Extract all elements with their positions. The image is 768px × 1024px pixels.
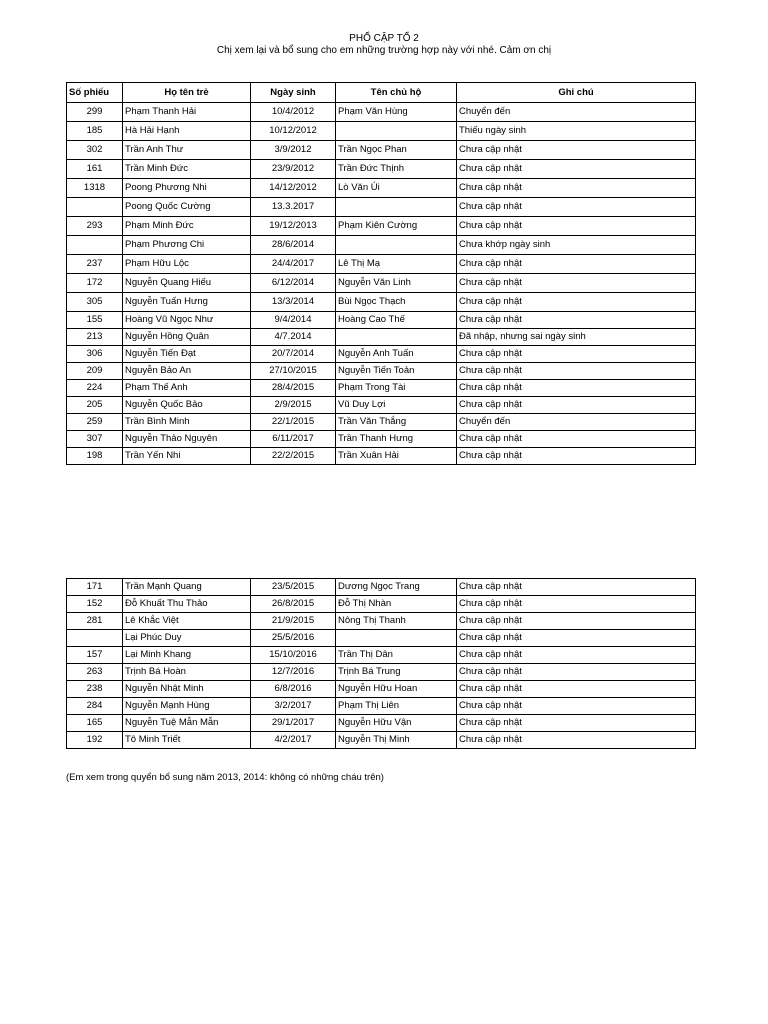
table-row: [67, 122, 696, 141]
cell-ghi-chu: Chưa cập nhật: [457, 698, 696, 715]
cell-ngay-sinh: 14/12/2012: [251, 179, 336, 198]
table-row: [67, 647, 696, 664]
cell-ho-ten-tre: Phạm Minh Đức: [123, 217, 251, 236]
cell-ten-chu-ho: Trần Văn Thắng: [336, 414, 457, 431]
footnote: (Em xem trong quyển bổ sung năm 2013, 2014: không có những cháu trên): [66, 772, 384, 783]
cell-ghi-chu: Chuyển đến: [457, 414, 696, 431]
cell-ghi-chu: Chưa cập nhật: [457, 715, 696, 732]
cell-ten-chu-ho: [336, 329, 457, 346]
cell-so-phieu: 1318: [67, 179, 123, 198]
table-row: [67, 579, 696, 596]
table-row: [67, 236, 696, 255]
cell-ho-ten-tre: Nguyễn Quang Hiếu: [123, 274, 251, 293]
cell-so-phieu: 198: [67, 448, 123, 465]
cell-ten-chu-ho: Trịnh Bá Trung: [336, 664, 457, 681]
header-ghi-chu: Ghi chú: [457, 83, 696, 103]
cell-ho-ten-tre: Hoàng Vũ Ngọc Như: [123, 312, 251, 329]
cell-ngay-sinh: 9/4/2014: [251, 312, 336, 329]
cell-ten-chu-ho: Vũ Duy Lợi: [336, 397, 457, 414]
cell-ngay-sinh: 15/10/2016: [251, 647, 336, 664]
cell-ho-ten-tre: Nguyễn Mạnh Hùng: [123, 698, 251, 715]
table-row: [67, 596, 696, 613]
cell-ho-ten-tre: Trần Mạnh Quang: [123, 579, 251, 596]
table-row: [67, 431, 696, 448]
cell-ho-ten-tre: Nguyễn Tuấn Hưng: [123, 293, 251, 312]
cell-ghi-chu: Chưa cập nhật: [457, 431, 696, 448]
cell-so-phieu: 307: [67, 431, 123, 448]
cell-ghi-chu: Chưa cập nhật: [457, 198, 696, 217]
cell-ho-ten-tre: Poong Quốc Cường: [123, 198, 251, 217]
table-row: [67, 312, 696, 329]
cell-ghi-chu: Chưa cập nhật: [457, 141, 696, 160]
cell-ho-ten-tre: Nguyễn Tiến Đạt: [123, 346, 251, 363]
cell-ho-ten-tre: Trịnh Bá Hoàn: [123, 664, 251, 681]
cell-ngay-sinh: 20/7/2014: [251, 346, 336, 363]
table-row: [67, 255, 696, 274]
cell-ghi-chu: Chưa cập nhật: [457, 664, 696, 681]
cell-ghi-chu: Chưa cập nhật: [457, 596, 696, 613]
table-row: [67, 217, 696, 236]
cell-ho-ten-tre: Nguyễn Quốc Bảo: [123, 397, 251, 414]
cell-so-phieu: [67, 630, 123, 647]
header-so-phieu: Số phiếu: [67, 83, 123, 103]
cell-ghi-chu: Chưa cập nhật: [457, 448, 696, 465]
cell-ten-chu-ho: Bùi Ngọc Thạch: [336, 293, 457, 312]
cell-ten-chu-ho: Nguyễn Thị Minh: [336, 732, 457, 749]
cell-ho-ten-tre: Trần Anh Thư: [123, 141, 251, 160]
cell-ngay-sinh: 10/12/2012: [251, 122, 336, 141]
cell-so-phieu: 161: [67, 160, 123, 179]
cell-ten-chu-ho: [336, 198, 457, 217]
table-row: [67, 329, 696, 346]
cell-ten-chu-ho: Nguyễn Văn Linh: [336, 274, 457, 293]
cell-ten-chu-ho: Nguyễn Tiến Toản: [336, 363, 457, 380]
cell-ghi-chu: Chưa cập nhật: [457, 363, 696, 380]
cell-ngay-sinh: 28/6/2014: [251, 236, 336, 255]
cell-ho-ten-tre: Lại Phúc Duy: [123, 630, 251, 647]
header-ngay-sinh: Ngày sinh: [251, 83, 336, 103]
cell-so-phieu: 224: [67, 380, 123, 397]
cell-ghi-chu: Đã nhập, nhưng sai ngày sinh: [457, 329, 696, 346]
cell-ngay-sinh: 10/4/2012: [251, 103, 336, 122]
table-row: [67, 346, 696, 363]
table-row: [67, 363, 696, 380]
table-row: [67, 179, 696, 198]
table-row: [67, 198, 696, 217]
cell-ghi-chu: Chưa cập nhật: [457, 613, 696, 630]
table-row: [67, 380, 696, 397]
cell-ho-ten-tre: Nguyễn Bảo An: [123, 363, 251, 380]
cell-ngay-sinh: 27/10/2015: [251, 363, 336, 380]
cell-so-phieu: 281: [67, 613, 123, 630]
cell-so-phieu: 205: [67, 397, 123, 414]
cell-ngay-sinh: 13/3/2014: [251, 293, 336, 312]
table-row: [67, 664, 696, 681]
cell-ngay-sinh: 13.3.2017: [251, 198, 336, 217]
cell-ghi-chu: Chưa cập nhật: [457, 579, 696, 596]
cell-ngay-sinh: 4/7.2014: [251, 329, 336, 346]
cell-ghi-chu: Chưa cập nhật: [457, 274, 696, 293]
cell-ghi-chu: Chưa cập nhật: [457, 380, 696, 397]
cell-ghi-chu: Chưa cập nhật: [457, 681, 696, 698]
cell-ghi-chu: Chưa cập nhật: [457, 179, 696, 198]
table-header-row: [67, 83, 696, 103]
cell-ngay-sinh: 6/11/2017: [251, 431, 336, 448]
cell-ngay-sinh: 22/2/2015: [251, 448, 336, 465]
cell-ngay-sinh: 2/9/2015: [251, 397, 336, 414]
cell-ten-chu-ho: Trần Ngọc Phan: [336, 141, 457, 160]
table-row: [67, 397, 696, 414]
cell-ten-chu-ho: Lê Thị Mạ: [336, 255, 457, 274]
cell-so-phieu: 165: [67, 715, 123, 732]
cell-so-phieu: 209: [67, 363, 123, 380]
cell-ghi-chu: Chuyển đến: [457, 103, 696, 122]
cell-ho-ten-tre: Lê Khắc Việt: [123, 613, 251, 630]
cell-ten-chu-ho: Lò Văn Úi: [336, 179, 457, 198]
cell-so-phieu: 171: [67, 579, 123, 596]
cell-ngay-sinh: 3/2/2017: [251, 698, 336, 715]
cell-so-phieu: 152: [67, 596, 123, 613]
cell-ghi-chu: Chưa cập nhật: [457, 397, 696, 414]
cell-ten-chu-ho: Nguyễn Anh Tuấn: [336, 346, 457, 363]
cell-ngay-sinh: 24/4/2017: [251, 255, 336, 274]
cell-ten-chu-ho: Phạm Văn Hùng: [336, 103, 457, 122]
cell-so-phieu: 305: [67, 293, 123, 312]
page-subtitle: Chị xem lại và bổ sung cho em những trường hợp này với nhé. Cảm ơn chị: [216, 45, 552, 56]
cell-so-phieu: 263: [67, 664, 123, 681]
cell-ngay-sinh: 23/5/2015: [251, 579, 336, 596]
table-row: [67, 293, 696, 312]
cell-so-phieu: [67, 198, 123, 217]
cell-ho-ten-tre: Nguyễn Tuệ Mẫn Mẫn: [123, 715, 251, 732]
children-table-1: [66, 82, 696, 465]
cell-so-phieu: 284: [67, 698, 123, 715]
cell-so-phieu: 172: [67, 274, 123, 293]
cell-ngay-sinh: 6/8/2016: [251, 681, 336, 698]
table-row: [67, 414, 696, 431]
cell-ten-chu-ho: Hoàng Cao Thế: [336, 312, 457, 329]
cell-ho-ten-tre: Phạm Thanh Hải: [123, 103, 251, 122]
cell-ngay-sinh: 22/1/2015: [251, 414, 336, 431]
table-row: [67, 103, 696, 122]
cell-ten-chu-ho: Phạm Trong Tài: [336, 380, 457, 397]
table-row: [67, 448, 696, 465]
cell-ten-chu-ho: Trần Xuân Hải: [336, 448, 457, 465]
cell-so-phieu: 237: [67, 255, 123, 274]
cell-ho-ten-tre: Phạm Thế Anh: [123, 380, 251, 397]
cell-ngay-sinh: 23/9/2012: [251, 160, 336, 179]
cell-ten-chu-ho: Nguyễn Hữu Vận: [336, 715, 457, 732]
cell-so-phieu: 299: [67, 103, 123, 122]
table-row: [67, 630, 696, 647]
cell-ten-chu-ho: [336, 236, 457, 255]
cell-ghi-chu: Chưa cập nhật: [457, 346, 696, 363]
table-row: [67, 715, 696, 732]
cell-so-phieu: 259: [67, 414, 123, 431]
header-ho-ten-tre: Họ tên trẻ: [123, 83, 251, 103]
header-ten-chu-ho: Tên chủ hộ: [336, 83, 457, 103]
cell-so-phieu: 293: [67, 217, 123, 236]
cell-so-phieu: 306: [67, 346, 123, 363]
cell-so-phieu: 157: [67, 647, 123, 664]
cell-ngay-sinh: 4/2/2017: [251, 732, 336, 749]
cell-so-phieu: 213: [67, 329, 123, 346]
cell-ghi-chu: Chưa cập nhật: [457, 732, 696, 749]
cell-ghi-chu: Thiếu ngày sinh: [457, 122, 696, 141]
cell-ho-ten-tre: Nguyễn Thảo Nguyên: [123, 431, 251, 448]
cell-ten-chu-ho: Nông Thị Thanh: [336, 613, 457, 630]
cell-ghi-chu: Chưa cập nhật: [457, 293, 696, 312]
cell-ho-ten-tre: Poong Phương Nhi: [123, 179, 251, 198]
cell-ten-chu-ho: [336, 630, 457, 647]
cell-ho-ten-tre: Trần Minh Đức: [123, 160, 251, 179]
cell-ngay-sinh: 25/5/2016: [251, 630, 336, 647]
cell-ho-ten-tre: Tô Minh Triết: [123, 732, 251, 749]
cell-ghi-chu: Chưa cập nhật: [457, 647, 696, 664]
table-row: [67, 274, 696, 293]
cell-ghi-chu: Chưa cập nhật: [457, 217, 696, 236]
table-row: [67, 732, 696, 749]
cell-ngay-sinh: 28/4/2015: [251, 380, 336, 397]
cell-ten-chu-ho: Trần Đức Thịnh: [336, 160, 457, 179]
cell-ten-chu-ho: Phạm Thị Liên: [336, 698, 457, 715]
cell-ho-ten-tre: Phạm Phương Chi: [123, 236, 251, 255]
cell-ghi-chu: Chưa cập nhật: [457, 255, 696, 274]
cell-so-phieu: 192: [67, 732, 123, 749]
cell-ten-chu-ho: Phạm Kiên Cường: [336, 217, 457, 236]
table-row: [67, 681, 696, 698]
table-row: [67, 141, 696, 160]
cell-so-phieu: 302: [67, 141, 123, 160]
cell-ghi-chu: Chưa cập nhật: [457, 312, 696, 329]
cell-ho-ten-tre: Nguyễn Hồng Quân: [123, 329, 251, 346]
cell-ho-ten-tre: Đỗ Khuất Thu Thảo: [123, 596, 251, 613]
cell-ten-chu-ho: [336, 122, 457, 141]
cell-so-phieu: 185: [67, 122, 123, 141]
cell-so-phieu: 238: [67, 681, 123, 698]
cell-ngay-sinh: 3/9/2012: [251, 141, 336, 160]
cell-so-phieu: 155: [67, 312, 123, 329]
cell-ho-ten-tre: Hà Hải Hạnh: [123, 122, 251, 141]
cell-ngay-sinh: 19/12/2013: [251, 217, 336, 236]
children-table-2: [66, 578, 696, 749]
cell-ten-chu-ho: Dương Ngọc Trang: [336, 579, 457, 596]
cell-ghi-chu: Chưa cập nhật: [457, 630, 696, 647]
cell-ten-chu-ho: Đỗ Thị Nhàn: [336, 596, 457, 613]
cell-ngay-sinh: 6/12/2014: [251, 274, 336, 293]
cell-ngay-sinh: 12/7/2016: [251, 664, 336, 681]
cell-ten-chu-ho: Nguyễn Hữu Hoan: [336, 681, 457, 698]
cell-ngay-sinh: 29/1/2017: [251, 715, 336, 732]
table-row: [67, 160, 696, 179]
table-row: [67, 698, 696, 715]
page-title: PHỔ CẬP TỔ 2: [349, 33, 419, 44]
cell-ghi-chu: Chưa khớp ngày sinh: [457, 236, 696, 255]
cell-so-phieu: [67, 236, 123, 255]
cell-ho-ten-tre: Trần Bình Minh: [123, 414, 251, 431]
cell-ho-ten-tre: Nguyễn Nhật Minh: [123, 681, 251, 698]
cell-ho-ten-tre: Trần Yến Nhi: [123, 448, 251, 465]
cell-ten-chu-ho: Trần Thị Dân: [336, 647, 457, 664]
cell-ten-chu-ho: Trần Thanh Hưng: [336, 431, 457, 448]
cell-ngay-sinh: 21/9/2015: [251, 613, 336, 630]
cell-ho-ten-tre: Phạm Hữu Lộc: [123, 255, 251, 274]
cell-ngay-sinh: 26/8/2015: [251, 596, 336, 613]
table-row: [67, 613, 696, 630]
cell-ho-ten-tre: Lại Minh Khang: [123, 647, 251, 664]
cell-ghi-chu: Chưa cập nhật: [457, 160, 696, 179]
